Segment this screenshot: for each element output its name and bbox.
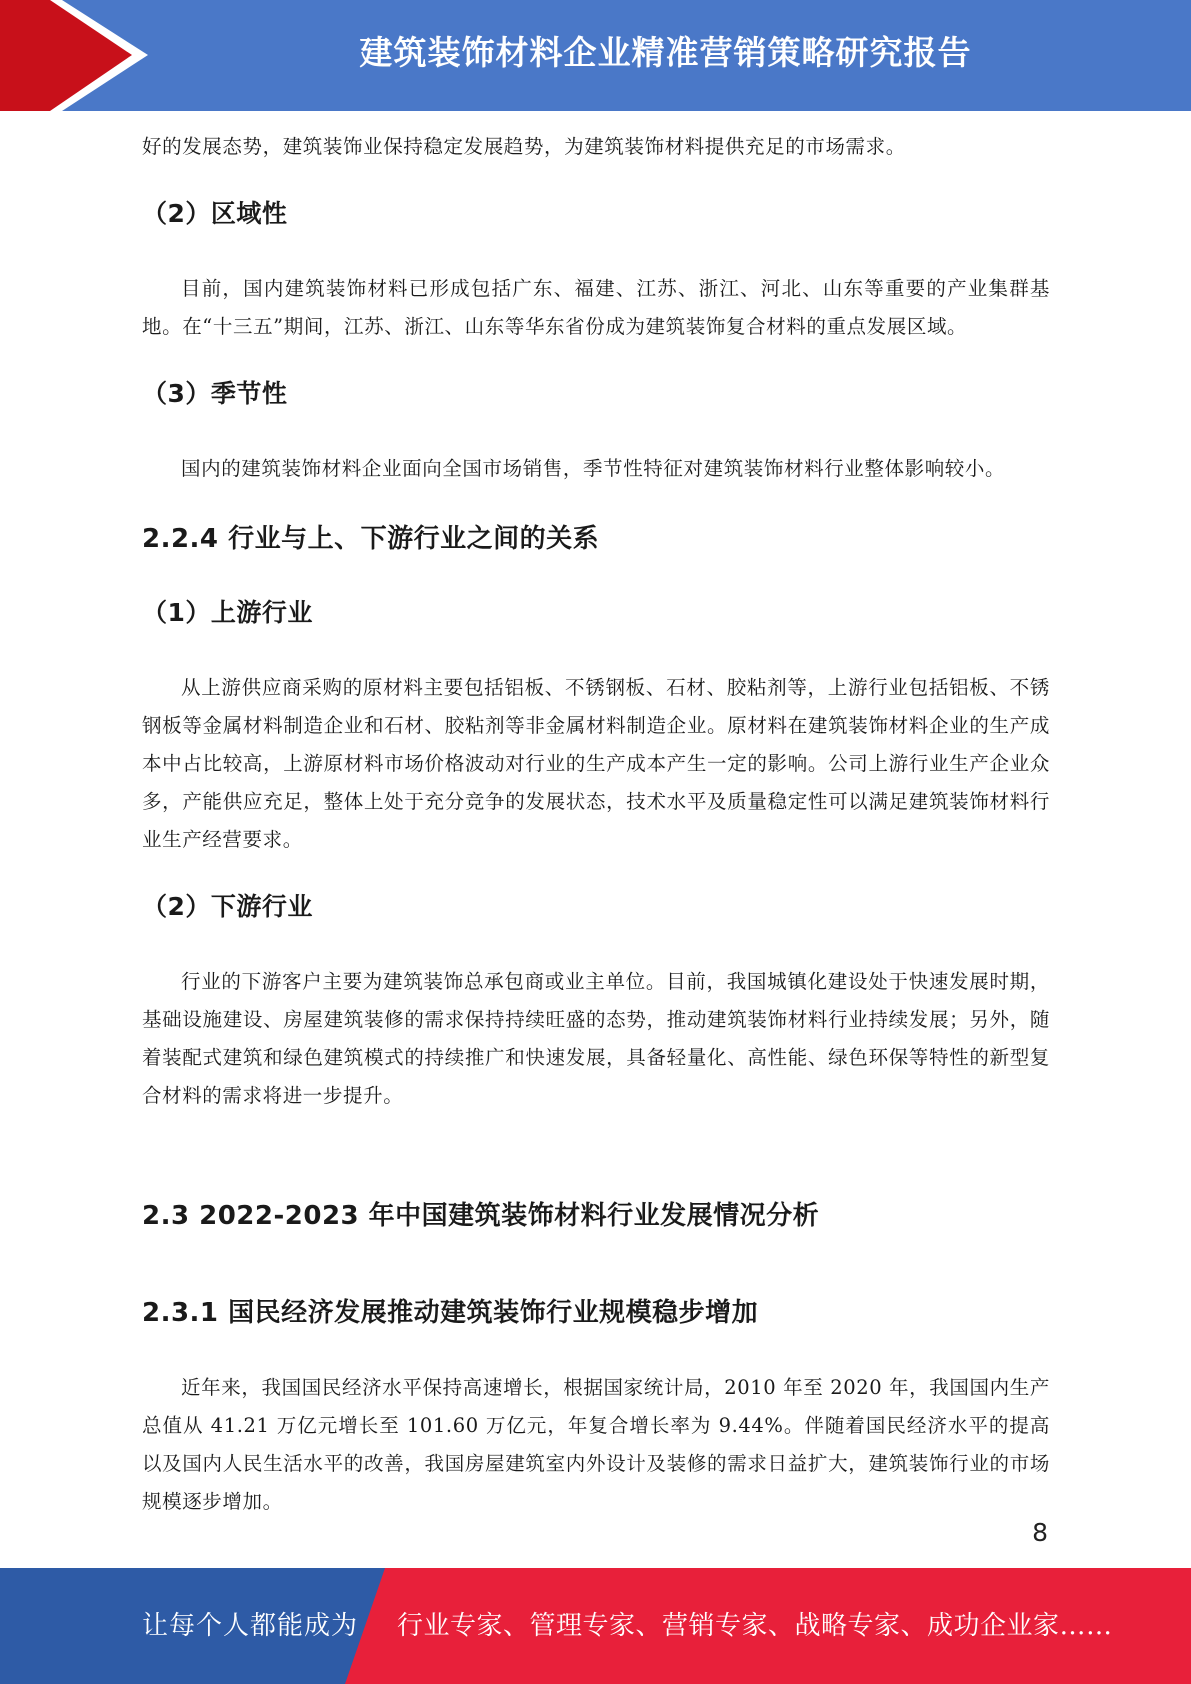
heading-downstream: （2）下游行业: [142, 892, 313, 921]
paragraph-intro: 好的发展态势，建筑装饰业保持稳定发展趋势，为建筑装饰材料提供充足的市场需求。: [142, 135, 906, 158]
heading-2-3: 2.3 2022-2023 年中国建筑装饰材料行业发展情况分析: [142, 1201, 820, 1231]
paragraph-regional: 目前，国内建筑装饰材料已形成包括广东、福建、江苏、浙江、河北、山东等重要的产业集群基地。在“十三五”期间，江苏、浙江、山东等华东省份成为建筑装饰复合材料的重点发展区域。: [142, 277, 1050, 338]
footer-slogan-right: 行业专家、管理专家、营销专家、战略专家、成功企业家……: [397, 1611, 1113, 1641]
page-number: 8: [1032, 1518, 1048, 1547]
heading-seasonal: （3）季节性: [142, 379, 288, 408]
heading-regional: （2）区域性: [142, 199, 288, 228]
footer-slogan-left: 让每个人都能成为: [142, 1611, 359, 1641]
paragraph-seasonal: 国内的建筑装饰材料企业面向全国市场销售，季节性特征对建筑装饰材料行业整体影响较小。: [181, 457, 1006, 480]
page-footer: [0, 1568, 1191, 1684]
report-title: 建筑装饰材料企业精准营销策略研究报告: [359, 33, 972, 72]
heading-2-2-4: 2.2.4 行业与上、下游行业之间的关系: [142, 524, 600, 554]
heading-2-3-1: 2.3.1 国民经济发展推动建筑装饰行业规模稳步增加: [142, 1298, 759, 1328]
paragraph-downstream: 行业的下游客户主要为建筑装饰总承包商或业主单位。目前，我国城镇化建设处于快速发展时期，基础设施建设、房屋建筑装修的需求保持持续旺盛的态势，推动建筑装饰材料行业持续发展；另外，随着装配式建筑和绿色建筑模式的持续推广和快速发展，具备轻量化、高性能、绿色环保等特性的新型复合材料的需求将进一步提升。: [142, 970, 1050, 1107]
red-chevron-icon: [0, 0, 160, 111]
document-body: [142, 128, 1050, 1521]
paragraph-upstream: 从上游供应商采购的原材料主要包括铝板、不锈钢板、石材、胶粘剂等，上游行业包括铝板、不锈钢板等金属材料制造企业和石材、胶粘剂等非金属材料制造企业。原材料在建筑装饰材料企业的生产成本中占比较高，上游原材料市场价格波动对行业的生产成本产生一定的影响。公司上游行业生产企业众多，产能供应充足，整体上处于充分竞争的发展状态，技术水平及质量稳定性可以满足建筑装饰材料行业生产经营要求。: [142, 676, 1050, 851]
paragraph-2-3-1: 近年来，我国国民经济水平保持高速增长，根据国家统计局，2010 年至 2020 年，我国国内生产总值从 41.21 万亿元增长至 101.60 万亿元，年复合增长率为 9.44%。伴随着国民经济水平的提高以及国内人民生活水平的改善，我国房屋建筑室内外设计及装修的需求日益扩大，建筑装饰行业的市场规模逐步增加。: [142, 1376, 1050, 1513]
page-header: [0, 0, 1191, 111]
heading-upstream: （1）上游行业: [142, 598, 313, 627]
